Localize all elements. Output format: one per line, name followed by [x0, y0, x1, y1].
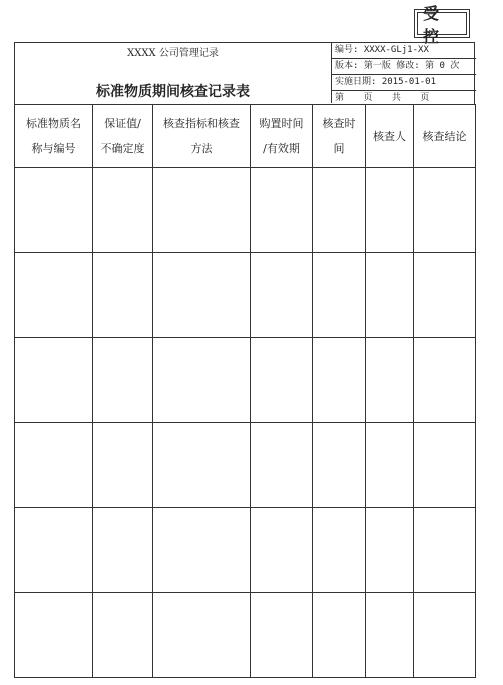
table-cell[interactable] — [251, 508, 313, 593]
table-cell[interactable] — [414, 168, 476, 253]
table-cell[interactable] — [366, 508, 414, 593]
table-cell[interactable] — [366, 423, 414, 508]
column-header-line1: 购置时间 — [259, 117, 304, 130]
table-cell[interactable] — [366, 593, 414, 678]
table-cell[interactable] — [414, 508, 476, 593]
table-cell[interactable] — [414, 253, 476, 338]
doc-code: 编号: XXXX-GLj1-XX — [332, 43, 476, 59]
column-header-line1: 核查指标和核查 — [163, 117, 240, 130]
table-cell[interactable] — [313, 593, 366, 678]
column-header — [93, 105, 153, 168]
record-table — [14, 104, 476, 678]
table-row — [15, 508, 476, 593]
table-cell[interactable] — [366, 168, 414, 253]
table-cell[interactable] — [251, 253, 313, 338]
column-header-line2: 不确定度 — [100, 142, 145, 155]
table-cell[interactable] — [93, 338, 153, 423]
table-cell[interactable] — [366, 338, 414, 423]
table-row — [15, 168, 476, 253]
column-header-line2: 方法 — [190, 142, 213, 155]
table-body — [15, 168, 476, 678]
stamp-label: 受 控 — [417, 12, 467, 35]
table-cell[interactable] — [313, 508, 366, 593]
doc-page-count-text: 第 页 共 页 — [335, 93, 437, 103]
table-cell[interactable] — [313, 168, 366, 253]
table-cell[interactable] — [15, 593, 93, 678]
table-cell[interactable] — [251, 593, 313, 678]
column-header-line2: /有效期 — [263, 142, 300, 155]
table-cell[interactable] — [153, 253, 251, 338]
table-row — [15, 423, 476, 508]
column-header — [313, 105, 366, 168]
table-row — [15, 593, 476, 678]
table-cell[interactable] — [251, 168, 313, 253]
column-header-line1: 核查结论 — [422, 129, 467, 143]
column-header — [251, 105, 313, 168]
table-cell[interactable] — [153, 168, 251, 253]
table-cell[interactable] — [366, 253, 414, 338]
record-header — [14, 42, 475, 104]
table-cell[interactable] — [93, 253, 153, 338]
table-cell[interactable] — [251, 338, 313, 423]
column-header-line1: 标准物质名 — [26, 117, 81, 130]
doc-version: 版本: 第一版 修改: 第 0 次 — [332, 59, 476, 75]
table-cell[interactable] — [153, 423, 251, 508]
column-header-line1: 核查时 — [322, 117, 356, 130]
table-cell[interactable] — [15, 338, 93, 423]
table-row — [15, 338, 476, 423]
table-cell[interactable] — [153, 338, 251, 423]
table-cell[interactable] — [313, 338, 366, 423]
table-cell[interactable] — [93, 508, 153, 593]
table-cell[interactable] — [414, 423, 476, 508]
table-cell[interactable] — [93, 168, 153, 253]
column-header — [153, 105, 251, 168]
table-cell[interactable] — [414, 593, 476, 678]
table-cell[interactable] — [93, 423, 153, 508]
table-cell[interactable] — [93, 593, 153, 678]
column-header — [414, 105, 476, 168]
table-cell[interactable] — [414, 338, 476, 423]
table-cell[interactable] — [153, 593, 251, 678]
table-header-row — [15, 105, 476, 168]
table-cell[interactable] — [313, 253, 366, 338]
table-cell[interactable] — [313, 423, 366, 508]
column-header-line2: 称与编号 — [31, 142, 76, 155]
column-header-line2: 间 — [333, 142, 345, 155]
controlled-stamp — [414, 3, 470, 46]
company-name: XXXX 公司管理记录 — [127, 48, 219, 59]
document-meta-box — [331, 43, 476, 103]
column-header-line1: 保证值/ — [104, 117, 141, 130]
doc-effective-date: 实施日期: 2015-01-01 — [332, 75, 476, 91]
table-cell[interactable] — [15, 508, 93, 593]
column-header — [15, 105, 93, 168]
table-cell[interactable] — [153, 508, 251, 593]
table-row — [15, 253, 476, 338]
table-cell[interactable] — [15, 168, 93, 253]
column-header-line1: 核查人 — [373, 129, 406, 143]
table-cell[interactable] — [15, 253, 93, 338]
table-cell[interactable] — [15, 423, 93, 508]
document-title: 标准物质期间核查记录表 — [96, 84, 250, 100]
table-cell[interactable] — [251, 423, 313, 508]
column-header — [366, 105, 414, 168]
